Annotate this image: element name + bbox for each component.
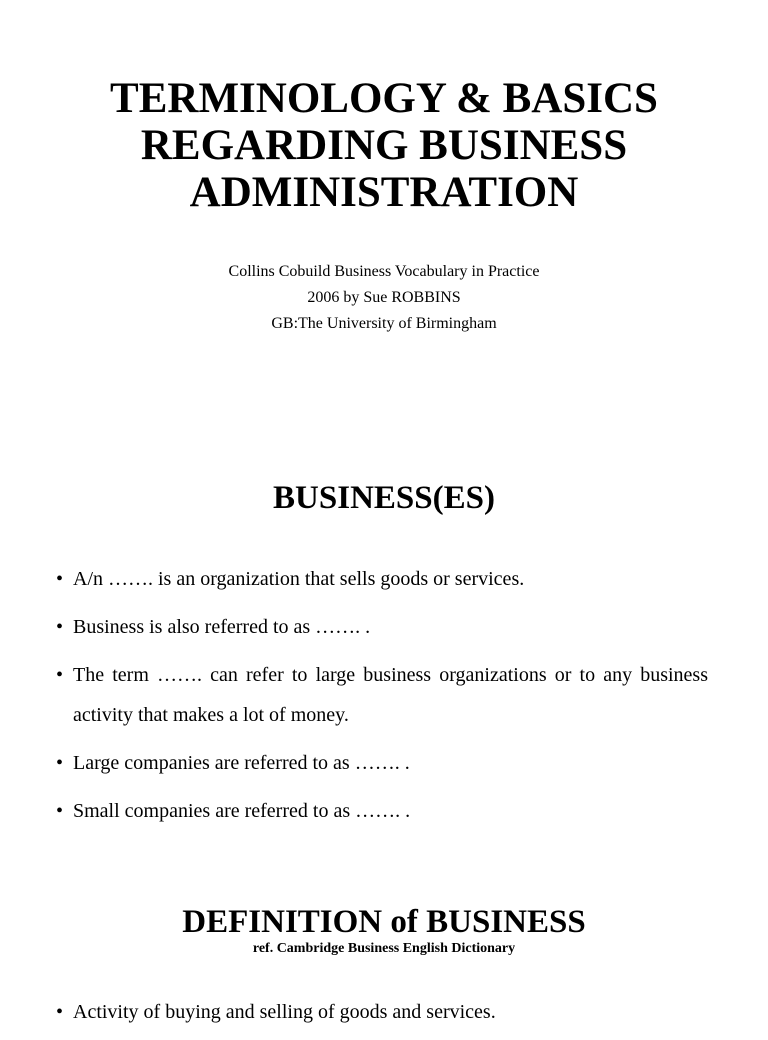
page-title xyxy=(40,75,728,216)
source-line-2: 2006 by Sue ROBBINS xyxy=(307,289,461,306)
list-item-text: The term ……. can refer to large business organizations or to any business activity that makes a lot of money. xyxy=(73,664,708,726)
title-line-1: TERMINOLOGY & BASICS xyxy=(110,75,658,122)
dictionary-reference: ref. Cambridge Business English Dictionary xyxy=(252,941,516,956)
bullet-icon: • xyxy=(56,616,64,638)
list-item-text: Small companies are referred to as ……. . xyxy=(73,800,411,822)
source-line-3: GB:The University of Birmingham xyxy=(271,315,497,332)
bullet-icon: • xyxy=(56,664,64,686)
section-heading-business: BUSINESS(ES) xyxy=(273,480,495,516)
list-item xyxy=(56,607,708,647)
definition-bullet-list xyxy=(56,992,708,1040)
list-item xyxy=(56,791,708,831)
list-item-text: Large companies are referred to as ……. . xyxy=(73,752,410,774)
title-line-3: ADMINISTRATION xyxy=(189,169,579,216)
bullet-icon: • xyxy=(56,568,64,590)
source-citation xyxy=(84,259,684,337)
list-item xyxy=(56,655,708,735)
title-line-2: REGARDING BUSINESS xyxy=(140,122,628,169)
bullet-icon: • xyxy=(56,1001,64,1023)
section-heading-definition: DEFINITION of BUSINESS xyxy=(182,904,586,940)
business-bullet-list xyxy=(56,559,708,839)
list-item-text: Activity of buying and selling of goods and services. xyxy=(73,1001,496,1023)
list-item-text: A/n ……. is an organization that sells goods or services. xyxy=(73,568,525,590)
list-item-text: Business is also referred to as ……. . xyxy=(73,616,371,638)
bullet-icon: • xyxy=(56,800,64,822)
bullet-icon: • xyxy=(56,752,64,774)
list-item xyxy=(56,743,708,783)
source-line-1: Collins Cobuild Business Vocabulary in Practice xyxy=(228,263,540,280)
list-item xyxy=(56,992,708,1032)
list-item xyxy=(56,559,708,599)
